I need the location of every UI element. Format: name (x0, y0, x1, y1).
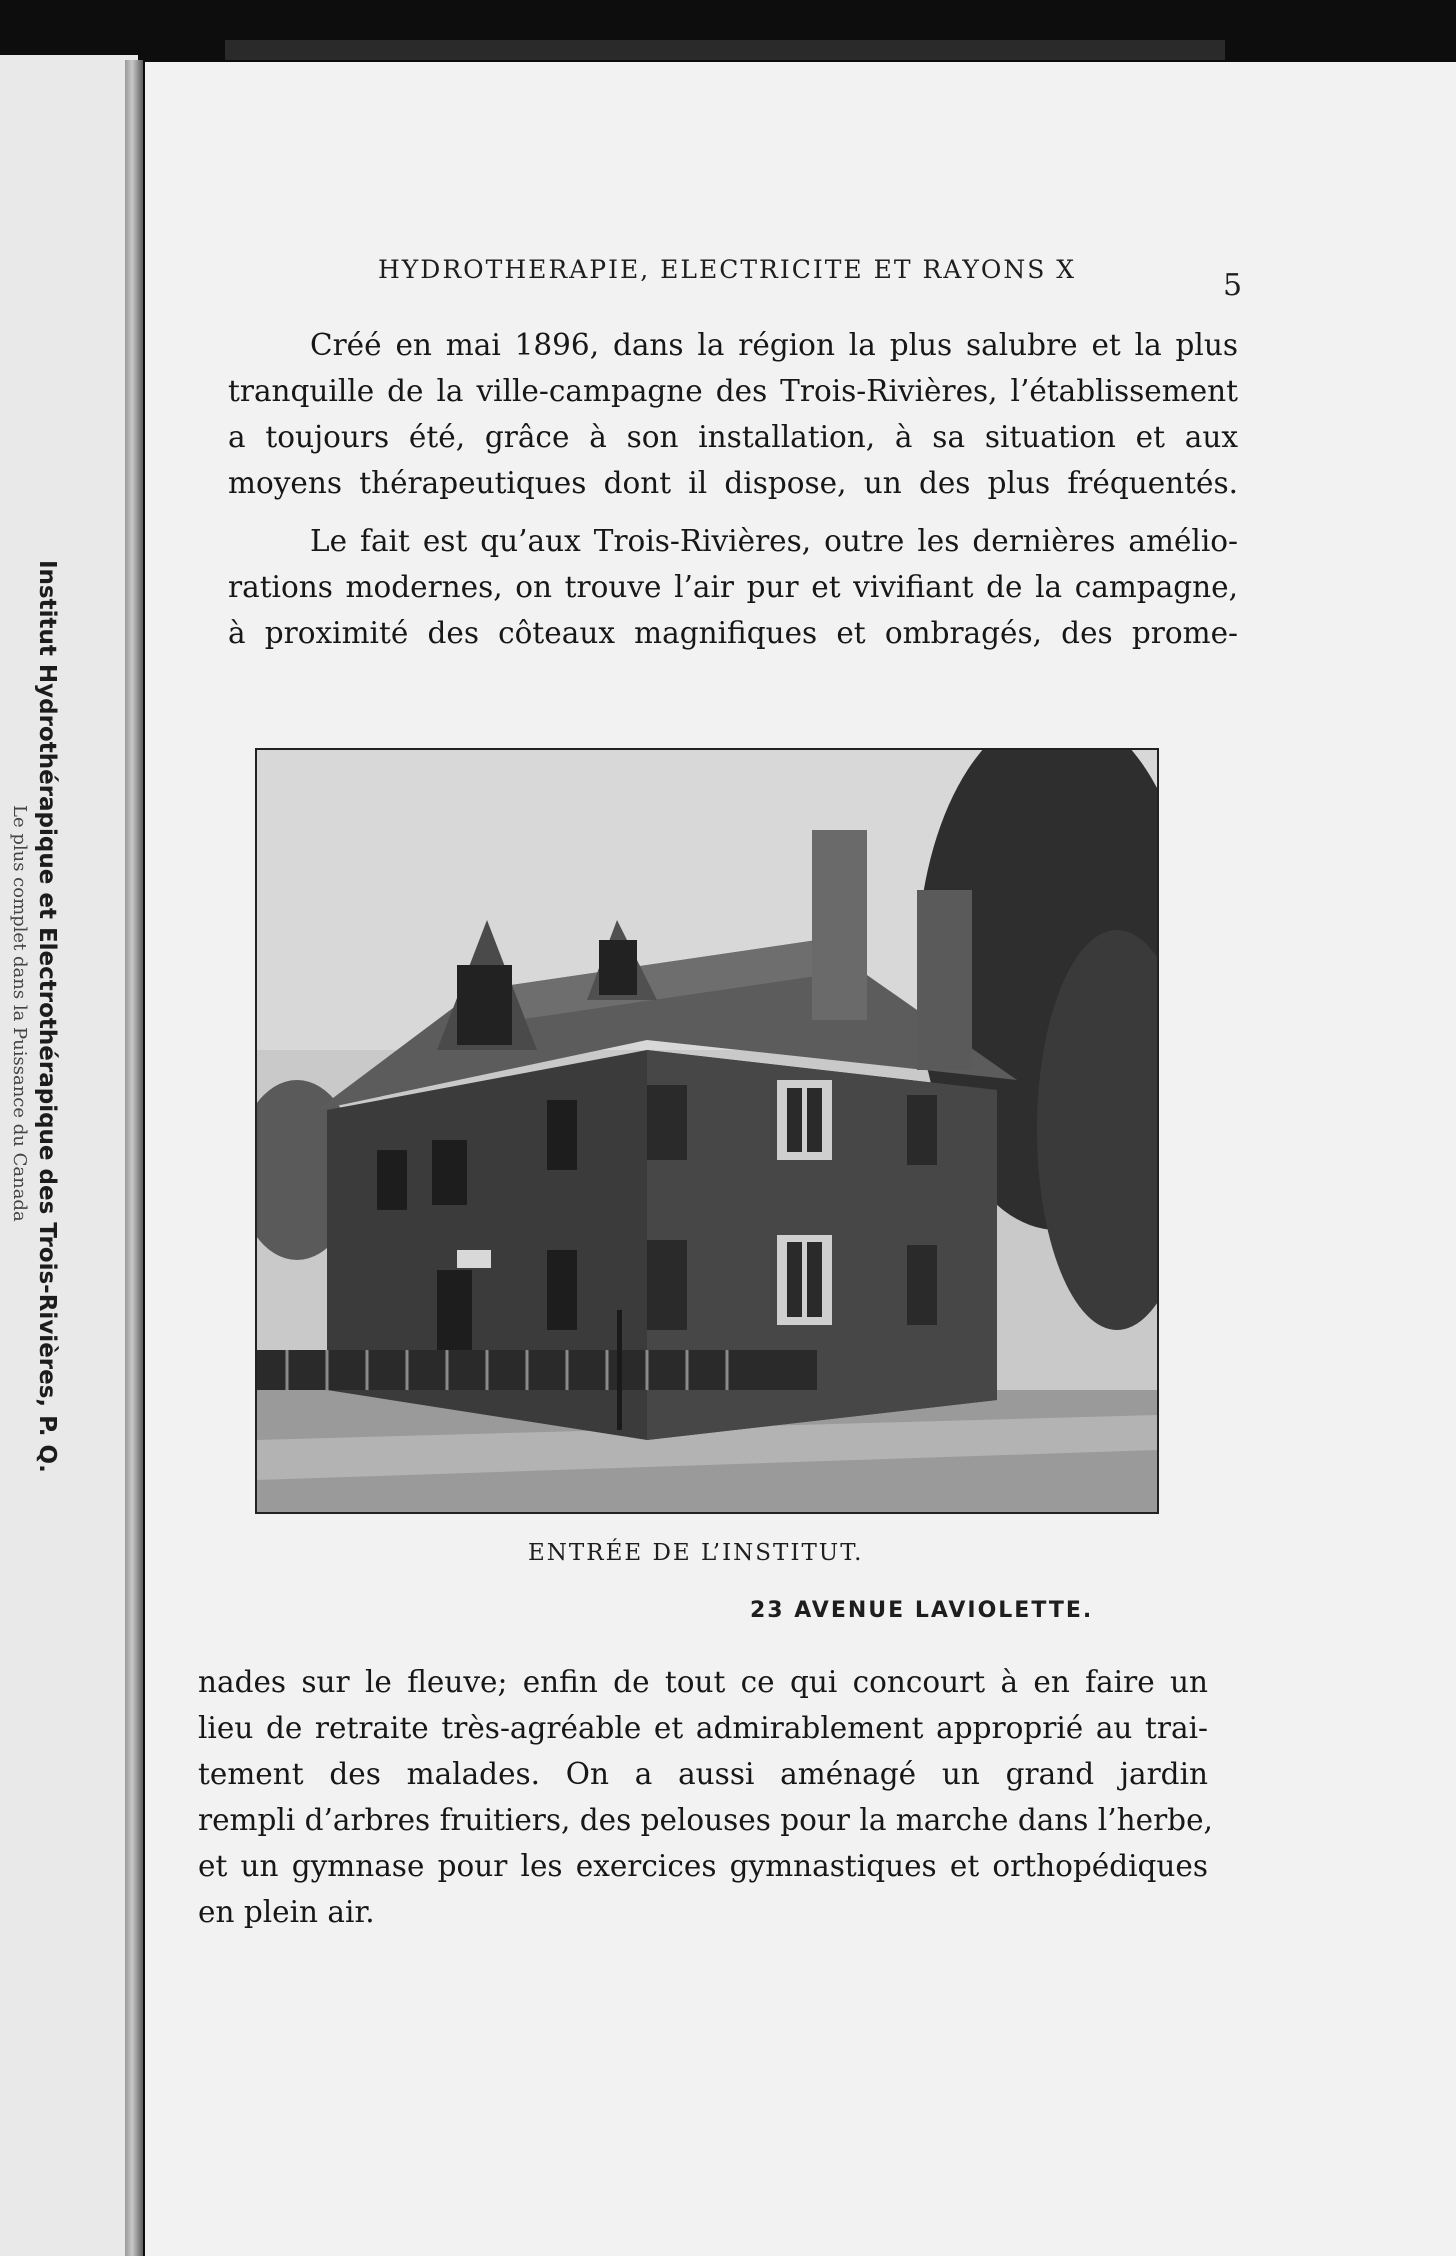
paragraph-3 (198, 1659, 1213, 1935)
text-line: en plein air. (198, 1895, 375, 1929)
book-fold-edge (125, 60, 143, 2256)
spine-title: Institut Hydrothérapique et Electrothérapique des Trois-Rivières, P. Q. (34, 560, 60, 1473)
paragraph-1 (228, 322, 1238, 506)
text-line: tranquille de la ville-campagne des Trois-Rivières, l’établissement (228, 374, 1238, 408)
text-line: et un gymnase pour les exercices gymnastiques et orthopédiques (198, 1849, 1208, 1883)
page-top-shadow (225, 40, 1225, 60)
text-line: à proximité des côteaux magnifiques et ombragés, des prome- (228, 616, 1238, 650)
text-line: Le fait est qu’aux Trois-Rivières, outre les dernières amélio- (310, 524, 1238, 558)
text-line: tement des malades. On a aussi aménagé un grand jardin (198, 1757, 1208, 1791)
figure-address: 23 AVENUE LAVIOLETTE. (750, 1598, 1094, 1623)
spine-title-wrap (30, 560, 90, 1670)
paragraph-2 (228, 518, 1238, 656)
text-line: nades sur le fleuve; enfin de tout ce qui concourt à en faire un (198, 1665, 1208, 1699)
text-line: rations modernes, on trouve l’air pur et vivifiant de la campagne, (228, 570, 1238, 604)
text-line: moyens thérapeutiques dont il dispose, un des plus fréquentés. (228, 466, 1238, 500)
institute-photograph (255, 748, 1159, 1514)
text-line: a toujours été, grâce à son installation, à sa situation et aux (228, 420, 1238, 454)
spine-subtitle: Le plus complet dans la Puissance du Canada (9, 805, 30, 1222)
text-line: rempli d’arbres fruitiers, des pelouses pour la marche dans l’herbe, (198, 1803, 1213, 1837)
building-illustration (257, 750, 1157, 1512)
spine-subtitle-wrap (0, 805, 30, 1375)
text-line: lieu de retraite très-agréable et admirablement approprié au trai- (198, 1711, 1208, 1745)
page-number: 5 (1223, 268, 1243, 303)
figure-caption: ENTRÉE DE L’INSTITUT. (528, 1540, 864, 1566)
text-line: Créé en mai 1896, dans la région la plus salubre et la plus (310, 328, 1238, 362)
running-head: HYDROTHERAPIE, ELECTRICITE ET RAYONS X (378, 255, 1077, 284)
